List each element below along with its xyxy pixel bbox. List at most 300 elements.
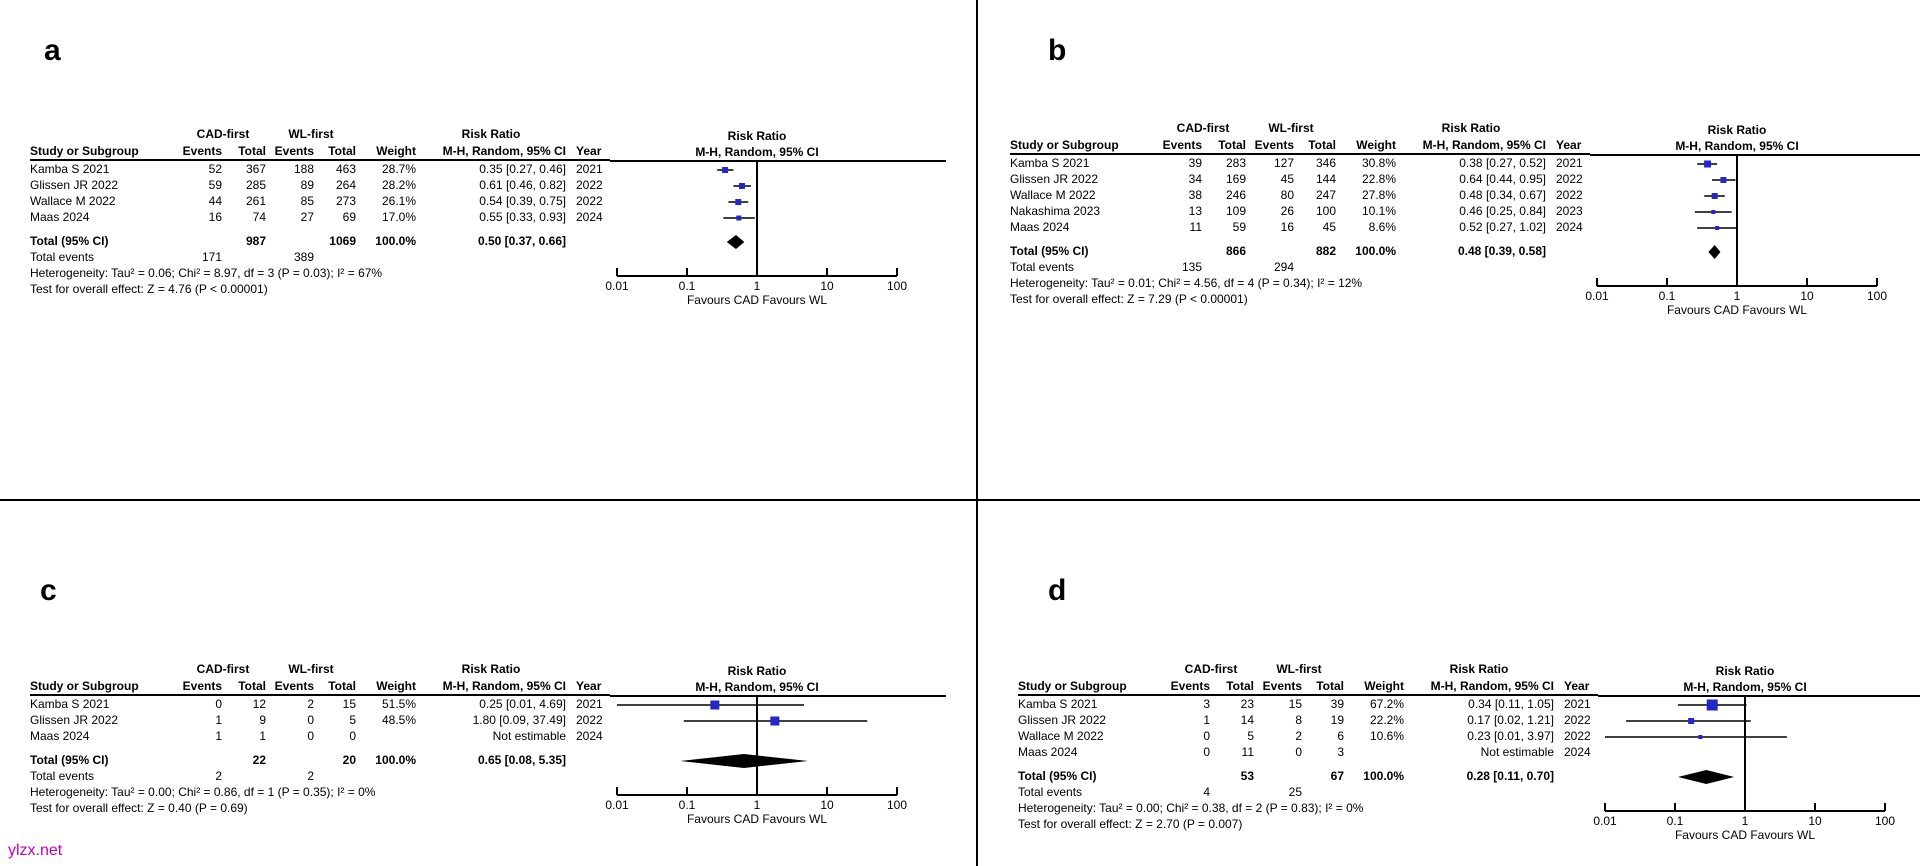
study-events2: 89 xyxy=(300,178,314,192)
plot-title-bottom: M-H, Random, 95% CI xyxy=(695,145,819,159)
heterogeneity-text: Heterogeneity: Tau² = 0.00; Chi² = 0.38, df = 2 (P = 0.83); I² = 0% xyxy=(1018,801,1364,815)
study-total2: 264 xyxy=(335,178,356,192)
total-total2: 20 xyxy=(342,753,356,767)
spacer-cell xyxy=(1336,120,1396,137)
study-weight: 48.5% xyxy=(381,713,416,727)
study-total2: 15 xyxy=(342,697,356,711)
total-diamond xyxy=(1678,770,1734,784)
total-events2: 2 xyxy=(307,769,314,783)
study-weight: 27.8% xyxy=(1361,188,1396,202)
study-year: 2022 xyxy=(576,178,603,192)
effect-marker xyxy=(1698,735,1702,739)
effect-marker xyxy=(1720,177,1726,183)
study-events2: 15 xyxy=(1288,697,1302,711)
te-blank xyxy=(314,249,356,265)
study-name: Maas 2024 xyxy=(1018,745,1078,759)
col-header-study: Study or Subgroup xyxy=(30,144,139,158)
heterogeneity-text: Heterogeneity: Tau² = 0.00; Chi² = 0.86, df = 1 (P = 0.35); I² = 0% xyxy=(30,785,376,799)
col-header-year: Year xyxy=(576,144,602,158)
study-events2: 2 xyxy=(307,697,314,711)
total-events-label: Total events xyxy=(30,250,95,264)
study-name: Wallace M 2022 xyxy=(30,194,116,208)
forest-table-b xyxy=(1010,120,1590,307)
table-group-header-row xyxy=(1010,120,1590,137)
study-row xyxy=(1010,203,1590,219)
spacer-cell xyxy=(30,661,180,678)
study-year: 2022 xyxy=(576,194,603,208)
te-blank xyxy=(1294,259,1336,275)
total-rr-ci: 0.28 [0.11, 0.70] xyxy=(1466,769,1554,783)
group1-header: CAD-first xyxy=(1184,662,1238,676)
study-weight: 30.8% xyxy=(1361,156,1396,170)
study-year: 2021 xyxy=(1556,156,1583,170)
plot-title-bottom: M-H, Random, 95% CI xyxy=(1683,680,1807,694)
total-events-row xyxy=(30,768,610,784)
col-header-year: Year xyxy=(1556,138,1582,152)
spacer-cell xyxy=(1018,661,1168,678)
total-blank xyxy=(180,233,222,249)
study-total2: 100 xyxy=(1315,204,1336,218)
total-events2: 294 xyxy=(1273,260,1294,274)
x-axis-tick-label: 0.1 xyxy=(678,279,696,293)
study-year: 2024 xyxy=(576,729,603,743)
study-year: 2022 xyxy=(1564,713,1591,727)
favours-label: Favours CAD Favours WL xyxy=(686,293,828,307)
col-header-total1: Total xyxy=(238,144,266,158)
study-total1: 74 xyxy=(252,210,266,224)
group1-header: CAD-first xyxy=(1176,121,1230,135)
spacer-cell xyxy=(1010,120,1160,137)
favours-label: Favours CAD Favours WL xyxy=(686,812,828,826)
col-header-weight: Weight xyxy=(376,144,416,158)
study-total1: 109 xyxy=(1225,204,1246,218)
total-events-label: Total events xyxy=(1018,785,1083,799)
table-column-header-row xyxy=(30,678,610,694)
total-events-row xyxy=(1018,784,1598,800)
study-total2: 6 xyxy=(1337,729,1344,743)
study-events1: 34 xyxy=(1188,172,1202,186)
x-axis-tick-label: 0.01 xyxy=(1593,814,1617,828)
plot-title-top: Risk Ratio xyxy=(1707,123,1767,137)
study-total2: 45 xyxy=(1322,220,1336,234)
study-name: Kamba S 2021 xyxy=(1010,156,1090,170)
table-column-header-row xyxy=(1018,678,1598,694)
study-total2: 0 xyxy=(349,729,356,743)
study-name: Glissen JR 2022 xyxy=(30,178,119,192)
study-total2: 144 xyxy=(1315,172,1336,186)
x-axis-tick-label: 1 xyxy=(1741,814,1749,828)
total-label: Total (95% CI) xyxy=(30,234,109,248)
study-events1: 44 xyxy=(208,194,222,208)
study-year: 2021 xyxy=(1564,697,1591,711)
effect-marker xyxy=(710,701,719,710)
col-header-total1: Total xyxy=(238,679,266,693)
study-row xyxy=(30,177,610,193)
te-blank xyxy=(416,768,566,784)
study-total1: 283 xyxy=(1225,156,1246,170)
study-name: Glissen JR 2022 xyxy=(1010,172,1099,186)
study-events1: 3 xyxy=(1203,697,1210,711)
study-events1: 0 xyxy=(1203,745,1210,759)
study-year: 2022 xyxy=(1564,729,1591,743)
study-row xyxy=(1018,696,1598,712)
effect-marker xyxy=(770,717,779,726)
study-events2: 127 xyxy=(1273,156,1294,170)
plot-title-bottom: M-H, Random, 95% CI xyxy=(1675,139,1799,153)
spacer-cell xyxy=(356,126,416,143)
total-total1: 22 xyxy=(252,753,266,767)
study-row xyxy=(30,696,610,712)
col-header-weight: Weight xyxy=(376,679,416,693)
total-events-label: Total events xyxy=(30,769,95,783)
col-header-events2: Events xyxy=(274,679,314,693)
study-weight: 28.7% xyxy=(381,162,416,176)
risk-ratio-header: Risk Ratio xyxy=(1449,662,1509,676)
study-weight: 10.1% xyxy=(1361,204,1396,218)
study-weight: 17.0% xyxy=(381,210,416,224)
study-year: 2023 xyxy=(1556,204,1583,218)
total-rr-ci: 0.65 [0.08, 5.35] xyxy=(477,753,566,767)
study-weight: 10.6% xyxy=(1369,729,1404,743)
study-events1: 16 xyxy=(208,210,222,224)
effect-marker xyxy=(1688,718,1694,724)
study-events2: 0 xyxy=(1295,745,1302,759)
total-weight: 100.0% xyxy=(375,234,416,248)
col-header-events1: Events xyxy=(1170,679,1210,693)
col-header-events2: Events xyxy=(274,144,314,158)
panel-label-c: c xyxy=(40,574,57,607)
group2-header: WL-first xyxy=(1268,121,1314,135)
col-header-events2: Events xyxy=(1254,138,1294,152)
total-row xyxy=(30,233,610,249)
spacer-cell xyxy=(1554,661,1598,678)
col-header-weight: Weight xyxy=(1364,679,1404,693)
study-total1: 12 xyxy=(252,697,266,711)
table-spacer xyxy=(30,744,610,752)
col-header-mh-ci: M-H, Random, 95% CI xyxy=(442,144,566,158)
group2-header: WL-first xyxy=(288,662,334,676)
study-events1: 13 xyxy=(1188,204,1202,218)
total-events1: 4 xyxy=(1203,785,1210,799)
col-header-weight: Weight xyxy=(1356,138,1396,152)
total-total1: 866 xyxy=(1225,244,1246,258)
study-events1: 1 xyxy=(215,729,222,743)
study-events1: 0 xyxy=(1203,729,1210,743)
x-axis-tick-label: 0.1 xyxy=(1658,289,1676,303)
group1-header: CAD-first xyxy=(196,662,250,676)
study-name: Glissen JR 2022 xyxy=(30,713,119,727)
forest-table-c xyxy=(30,661,610,816)
te-blank xyxy=(1404,784,1554,800)
forest-table-d xyxy=(1018,661,1598,832)
study-row xyxy=(30,161,610,177)
te-blank xyxy=(566,768,610,784)
total-weight: 100.0% xyxy=(1355,244,1396,258)
total-blank xyxy=(266,752,314,768)
effect-marker xyxy=(1712,193,1718,199)
study-total1: 285 xyxy=(245,178,266,192)
total-year-blank xyxy=(1554,768,1598,784)
te-blank xyxy=(416,249,566,265)
study-events2: 80 xyxy=(1280,188,1294,202)
plot-title-top: Risk Ratio xyxy=(727,129,787,143)
table-group-header-row xyxy=(1018,661,1598,678)
col-header-total2: Total xyxy=(1308,138,1336,152)
study-events1: 59 xyxy=(208,178,222,192)
total-events-row xyxy=(1010,259,1590,275)
study-events1: 0 xyxy=(215,697,222,711)
study-events1: 1 xyxy=(215,713,222,727)
te-blank xyxy=(1202,259,1246,275)
study-weight xyxy=(1344,744,1404,760)
study-events2: 188 xyxy=(293,162,314,176)
x-axis-tick-label: 0.1 xyxy=(1666,814,1684,828)
study-total2: 273 xyxy=(335,194,356,208)
group2-header: WL-first xyxy=(1276,662,1322,676)
x-axis-tick-label: 100 xyxy=(886,279,908,293)
te-blank xyxy=(1344,784,1404,800)
total-diamond xyxy=(1708,245,1720,259)
total-total2: 882 xyxy=(1315,244,1336,258)
te-blank xyxy=(314,768,356,784)
x-axis-tick-label: 0.01 xyxy=(605,279,629,293)
study-total1: 11 xyxy=(1241,745,1254,759)
col-header-events1: Events xyxy=(182,144,222,158)
spacer-cell xyxy=(30,126,180,143)
col-header-total1: Total xyxy=(1218,138,1246,152)
te-blank xyxy=(356,768,416,784)
study-events2: 85 xyxy=(300,194,314,208)
study-year: 2024 xyxy=(1564,745,1591,759)
total-blank xyxy=(266,233,314,249)
group2-header: WL-first xyxy=(288,127,334,141)
study-rr-ci: 0.61 [0.46, 0.82] xyxy=(479,178,566,192)
x-axis-tick-label: 0.01 xyxy=(605,798,629,812)
study-year: 2024 xyxy=(576,210,603,224)
study-rr-ci: Not estimable xyxy=(492,729,566,743)
x-axis-tick-label: 10 xyxy=(1808,814,1822,828)
study-total2: 247 xyxy=(1315,188,1336,202)
study-rr-ci: 0.38 [0.27, 0.52] xyxy=(1459,156,1546,170)
panel-label-a: a xyxy=(44,34,61,67)
study-rr-ci: 1.80 [0.09, 37.49] xyxy=(472,713,566,727)
study-rr-ci: 0.25 [0.01, 4.69] xyxy=(479,697,566,711)
col-header-events1: Events xyxy=(182,679,222,693)
forest-plot-b xyxy=(1585,120,1920,322)
overall-effect-text: Test for overall effect: Z = 2.70 (P = 0.007) xyxy=(1018,817,1243,831)
plot-title-top: Risk Ratio xyxy=(1715,664,1775,678)
study-row xyxy=(30,728,610,744)
x-axis-tick-label: 10 xyxy=(820,798,834,812)
total-year-blank xyxy=(566,233,610,249)
study-row xyxy=(1010,219,1590,235)
study-total1: 14 xyxy=(1240,713,1254,727)
te-blank xyxy=(1210,784,1254,800)
col-header-events2: Events xyxy=(1262,679,1302,693)
te-blank xyxy=(1554,784,1598,800)
study-total1: 246 xyxy=(1225,188,1246,202)
total-year-blank xyxy=(566,752,610,768)
study-total1: 367 xyxy=(245,162,266,176)
study-total2: 5 xyxy=(349,713,356,727)
study-total1: 9 xyxy=(259,713,266,727)
study-row xyxy=(1010,187,1590,203)
total-total1: 987 xyxy=(245,234,266,248)
study-total1: 5 xyxy=(1247,729,1254,743)
plot-title-bottom: M-H, Random, 95% CI xyxy=(695,680,819,694)
study-events2: 27 xyxy=(300,210,314,224)
total-total1: 53 xyxy=(1240,769,1254,783)
study-rr-ci: 0.54 [0.39, 0.75] xyxy=(479,194,566,208)
study-rr-ci: 0.23 [0.01, 3.97] xyxy=(1467,729,1554,743)
te-blank xyxy=(1336,259,1396,275)
study-events1: 1 xyxy=(1203,713,1210,727)
study-total2: 346 xyxy=(1315,156,1336,170)
total-events2: 25 xyxy=(1288,785,1302,799)
study-rr-ci: Not estimable xyxy=(1480,745,1554,759)
effect-marker xyxy=(736,216,741,221)
col-header-total2: Total xyxy=(328,679,356,693)
risk-ratio-header: Risk Ratio xyxy=(461,127,521,141)
x-axis-tick-label: 10 xyxy=(820,279,834,293)
quadrant-divider-vertical xyxy=(976,0,978,866)
x-axis-tick-label: 100 xyxy=(1874,814,1896,828)
x-axis-tick-label: 1 xyxy=(1733,289,1741,303)
table-column-header-row xyxy=(1010,137,1590,153)
x-axis-tick-label: 100 xyxy=(1866,289,1888,303)
col-header-year: Year xyxy=(576,679,602,693)
col-header-events1: Events xyxy=(1162,138,1202,152)
spacer-cell xyxy=(566,126,610,143)
total-blank xyxy=(1160,243,1202,259)
study-total1: 23 xyxy=(1240,697,1254,711)
study-row xyxy=(1010,171,1590,187)
study-total2: 39 xyxy=(1330,697,1344,711)
total-events1: 171 xyxy=(201,250,222,264)
spacer-cell xyxy=(566,661,610,678)
study-rr-ci: 0.46 [0.25, 0.84] xyxy=(1459,204,1546,218)
plot-title-top: Risk Ratio xyxy=(727,664,787,678)
col-header-mh-ci: M-H, Random, 95% CI xyxy=(442,679,566,693)
study-name: Glissen JR 2022 xyxy=(1018,713,1107,727)
te-blank xyxy=(566,249,610,265)
col-header-mh-ci: M-H, Random, 95% CI xyxy=(1430,679,1554,693)
col-header-study: Study or Subgroup xyxy=(30,679,139,693)
total-events1: 2 xyxy=(215,769,222,783)
study-row xyxy=(30,193,610,209)
total-blank xyxy=(1168,768,1210,784)
table-group-header-row xyxy=(30,126,610,143)
watermark: ylzx.net xyxy=(8,842,63,859)
study-year: 2021 xyxy=(576,697,603,711)
study-events2: 0 xyxy=(307,713,314,727)
total-year-blank xyxy=(1546,243,1590,259)
total-events1: 135 xyxy=(1181,260,1202,274)
study-rr-ci: 0.48 [0.34, 0.67] xyxy=(1459,188,1546,202)
col-header-study: Study or Subgroup xyxy=(1010,138,1119,152)
x-axis-tick-label: 1 xyxy=(753,798,761,812)
study-events1: 38 xyxy=(1188,188,1202,202)
total-blank xyxy=(1254,768,1302,784)
effect-marker xyxy=(1711,210,1715,214)
study-rr-ci: 0.34 [0.11, 1.05] xyxy=(1468,697,1554,711)
col-header-total1: Total xyxy=(1226,679,1254,693)
overall-effect-text: Test for overall effect: Z = 0.40 (P = 0.69) xyxy=(30,801,248,815)
effect-marker xyxy=(1715,226,1719,230)
study-events2: 8 xyxy=(1295,713,1302,727)
study-total1: 59 xyxy=(1232,220,1246,234)
study-events2: 0 xyxy=(307,729,314,743)
spacer-cell xyxy=(1546,120,1590,137)
total-row xyxy=(30,752,610,768)
table-spacer xyxy=(30,225,610,233)
total-rr-ci: 0.50 [0.37, 0.66] xyxy=(477,234,566,248)
study-rr-ci: 0.17 [0.02, 1.21] xyxy=(1467,713,1554,727)
forest-table-a xyxy=(30,126,610,297)
study-total2: 19 xyxy=(1330,713,1344,727)
study-total2: 69 xyxy=(342,210,356,224)
risk-ratio-header: Risk Ratio xyxy=(1441,121,1501,135)
study-events1: 39 xyxy=(1188,156,1202,170)
te-blank xyxy=(222,768,266,784)
spacer-cell xyxy=(356,661,416,678)
forest-plot-c xyxy=(605,661,950,831)
study-name: Kamba S 2021 xyxy=(1018,697,1098,711)
study-total2: 3 xyxy=(1337,745,1344,759)
col-header-total2: Total xyxy=(1316,679,1344,693)
overall-effect-text: Test for overall effect: Z = 4.76 (P < 0.00001) xyxy=(30,282,268,296)
heterogeneity-text: Heterogeneity: Tau² = 0.06; Chi² = 8.97, df = 3 (P = 0.03); I² = 67% xyxy=(30,266,383,280)
study-weight xyxy=(356,728,416,744)
study-weight: 51.5% xyxy=(381,697,416,711)
study-rr-ci: 0.55 [0.33, 0.93] xyxy=(479,210,566,224)
study-events2: 45 xyxy=(1280,172,1294,186)
study-events1: 11 xyxy=(1189,220,1202,234)
panel-label-d: d xyxy=(1048,574,1067,607)
study-rr-ci: 0.52 [0.27, 1.02] xyxy=(1459,220,1546,234)
study-year: 2022 xyxy=(576,713,603,727)
heterogeneity-text: Heterogeneity: Tau² = 0.01; Chi² = 4.56, df = 4 (P = 0.34); I² = 12% xyxy=(1010,276,1363,290)
study-total1: 169 xyxy=(1225,172,1246,186)
overall-effect-text: Test for overall effect: Z = 7.29 (P < 0.00001) xyxy=(1010,292,1248,306)
total-weight: 100.0% xyxy=(375,753,416,767)
total-events-label: Total events xyxy=(1010,260,1075,274)
total-diamond xyxy=(680,754,808,768)
x-axis-tick-label: 10 xyxy=(1800,289,1814,303)
study-row xyxy=(1010,155,1590,171)
study-total1: 1 xyxy=(259,729,266,743)
study-name: Wallace M 2022 xyxy=(1018,729,1104,743)
study-row xyxy=(1018,744,1598,760)
study-weight: 22.8% xyxy=(1361,172,1396,186)
study-weight: 28.2% xyxy=(381,178,416,192)
total-blank xyxy=(180,752,222,768)
total-label: Total (95% CI) xyxy=(1018,769,1097,783)
study-name: Maas 2024 xyxy=(30,210,90,224)
quadrant-divider-horizontal xyxy=(0,499,1920,501)
total-rr-ci: 0.48 [0.39, 0.58] xyxy=(1457,244,1546,258)
study-year: 2022 xyxy=(1556,172,1583,186)
total-total2: 1069 xyxy=(329,234,356,248)
effect-marker xyxy=(1704,161,1711,168)
study-weight: 8.6% xyxy=(1368,220,1396,234)
study-events1: 52 xyxy=(208,162,222,176)
study-name: Kamba S 2021 xyxy=(30,697,110,711)
study-rr-ci: 0.64 [0.44, 0.95] xyxy=(1459,172,1546,186)
study-name: Nakashima 2023 xyxy=(1010,204,1101,218)
col-header-mh-ci: M-H, Random, 95% CI xyxy=(1422,138,1546,152)
total-row xyxy=(1010,243,1590,259)
